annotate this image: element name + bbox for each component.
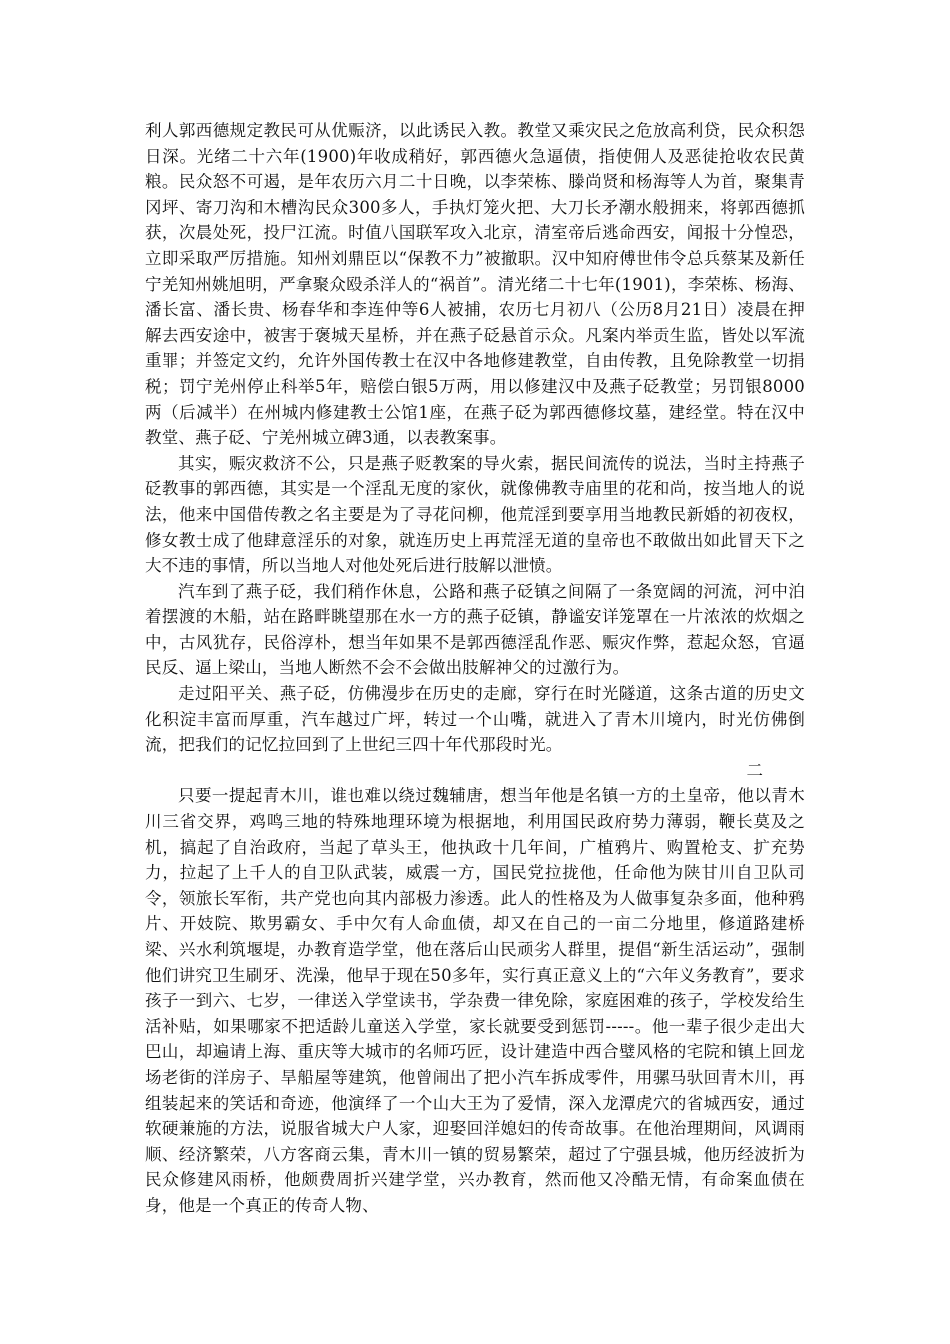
paragraph-1: 利人郭西德规定教民可从优赈济，以此诱民入教。教堂又乘灾民之危放高利贷，民众积怨日深。光绪二十六年(1900)年收成稍好，郭西德火急逼债，指使佣人及恶徒抢收农民黄粮。民众怒不可遏，是年农历六月二十日晚，以李荣栋、滕尚贤和杨海等人为首，聚集青冈坪、寄刀沟和木槽沟民众300多人，手执灯笼火把、大刀长矛潮水般拥来，将郭西德抓获，次晨处死，投尸江流。时值八国联军攻入北京，清室帝后逃命西安，闻报十分惶恐，立即采取严厉措施。知州刘鼎臣以“保教不力”被撤职。汉中知府傅世伟令总兵蔡某及新任宁羌知州姚旭明，严拿聚众殴杀洋人的“祸首”。清光绪二十七年(1901)，李荣栋、杨海、潘长富、潘长贵、杨春华和李连仲等6人被捕，农历七月初八（公历8月21日）凌晨在押解去西安途中，被害于褒城天星桥，并在燕子砭悬首示众。凡案内举贡生监，皆处以军流重罪；并签定文约，允许外国传教士在汉中各地修建教堂，自由传教，且免除教堂一切捐税；罚宁羌州停止科举5年，赔偿白银5万两，用以修建汉中及燕子砭教堂；另罚银8000两（后减半）在州城内修建教士公馆1座，在燕子砭为郭西德修坟墓，建经堂。特在汉中教堂、燕子砭、宁羌州城立碑3通，以表教案事。 xyxy=(145,121,805,448)
section-number: 二 xyxy=(746,760,763,780)
paragraph-2: 其实，赈灾救济不公，只是燕子贬教案的导火索，据民间流传的说法，当时主持燕子砭教事的郭西德，其实是一个淫乱无度的家伙，就像佛教寺庙里的花和尚，按当地人的说法，他来中国借传教之名主要是为了寻花问柳，他荒淫到要享用当地教民新婚的初夜权，修女教士成了他肆意淫乐的对象，就连历史上再荒淫无道的皇帝也不敢做出如此冒天下之大不违的事情，所以当地人对他处死后进行肢解以泄愤。 xyxy=(145,453,805,576)
document-page xyxy=(145,118,805,1219)
paragraph-5: 只要一提起青木川，谁也难以绕过魏辅唐，想当年他是名镇一方的土皇帝，他以青木川三省交界，鸡鸣三地的特殊地理环境为根据地，利用国民政府势力薄弱，鞭长莫及之机，搞起了自治政府，当起了草头王，他执政十几年间，广植鸦片、购置枪支、扩充势力，拉起了上千人的自卫队武装，威震一方，国民党拉拢他，任命他为陕甘川自卫队司令，领旅长军衔，共产党也向其内部极力渗透。此人的性格及为人做事复杂多面，他种鸦片、开妓院、欺男霸女、手中欠有人命血债，却又在自己的一亩二分地里，修道路建桥梁、兴水利筑堰堤，办教育造学堂，他在落后山民顽劣人群里，提倡“新生活运动”，强制他们讲究卫生刷牙、洗澡，他早于现在50多年，实行真正意义上的“六年义务教育”，要求孩子一到六、七岁，一律送入学堂读书，学杂费一律免除，家庭困难的孩子，学校发给生活补贴，如果哪家不把适龄儿童送入学堂，家长就要受到惩罚-----。他一辈子很少走出大巴山，却遍请上海、重庆等大城市的名师巧匠，设计建造中西合璧风格的宅院和镇上回龙场老街的洋房子、旱船屋等建筑，他曾闹出了把小汽车拆成零件，用骡马驮回青木川，再组装起来的笑话和奇迹，他演绎了一个山大王为了爱情，深入龙潭虎穴的省城西安，通过软硬兼施的方法，说服省城大户人家，迎娶回洋媳妇的传奇故事。在他治理期间，风调雨顺、经济繁荣，八方客商云集，青木川一镇的贸易繁荣，超过了宁强县城，他历经波折为民众修建风雨桥，他颇费周折兴建学堂，兴办教育，然而他又冷酷无情，有命案血债在身，他是一个真正的传奇人物、 xyxy=(145,786,805,1215)
paragraph-4: 走过阳平关、燕子砭，仿佛漫步在历史的走廊，穿行在时光隧道，这条古道的历史文化积淀丰富而厚重，汽车越过广坪，转过一个山嘴，就进入了青木川境内，时光仿佛倒流，把我们的记忆拉回到了上世纪三四十年代那段时光。 xyxy=(145,684,805,755)
paragraph-3: 汽车到了燕子砭，我们稍作休息，公路和燕子砭镇之间隔了一条宽阔的河流，河中泊着摆渡的木船，站在路畔眺望那在水一方的燕子砭镇，静谧安详笼罩在一片浓浓的炊烟之中，古风犹存，民俗淳朴，想当年如果不是郭西德淫乱作恶、赈灾作弊，惹起众怒，官逼民反、逼上梁山，当地人断然不会不会做出肢解神父的过激行为。 xyxy=(145,581,805,678)
